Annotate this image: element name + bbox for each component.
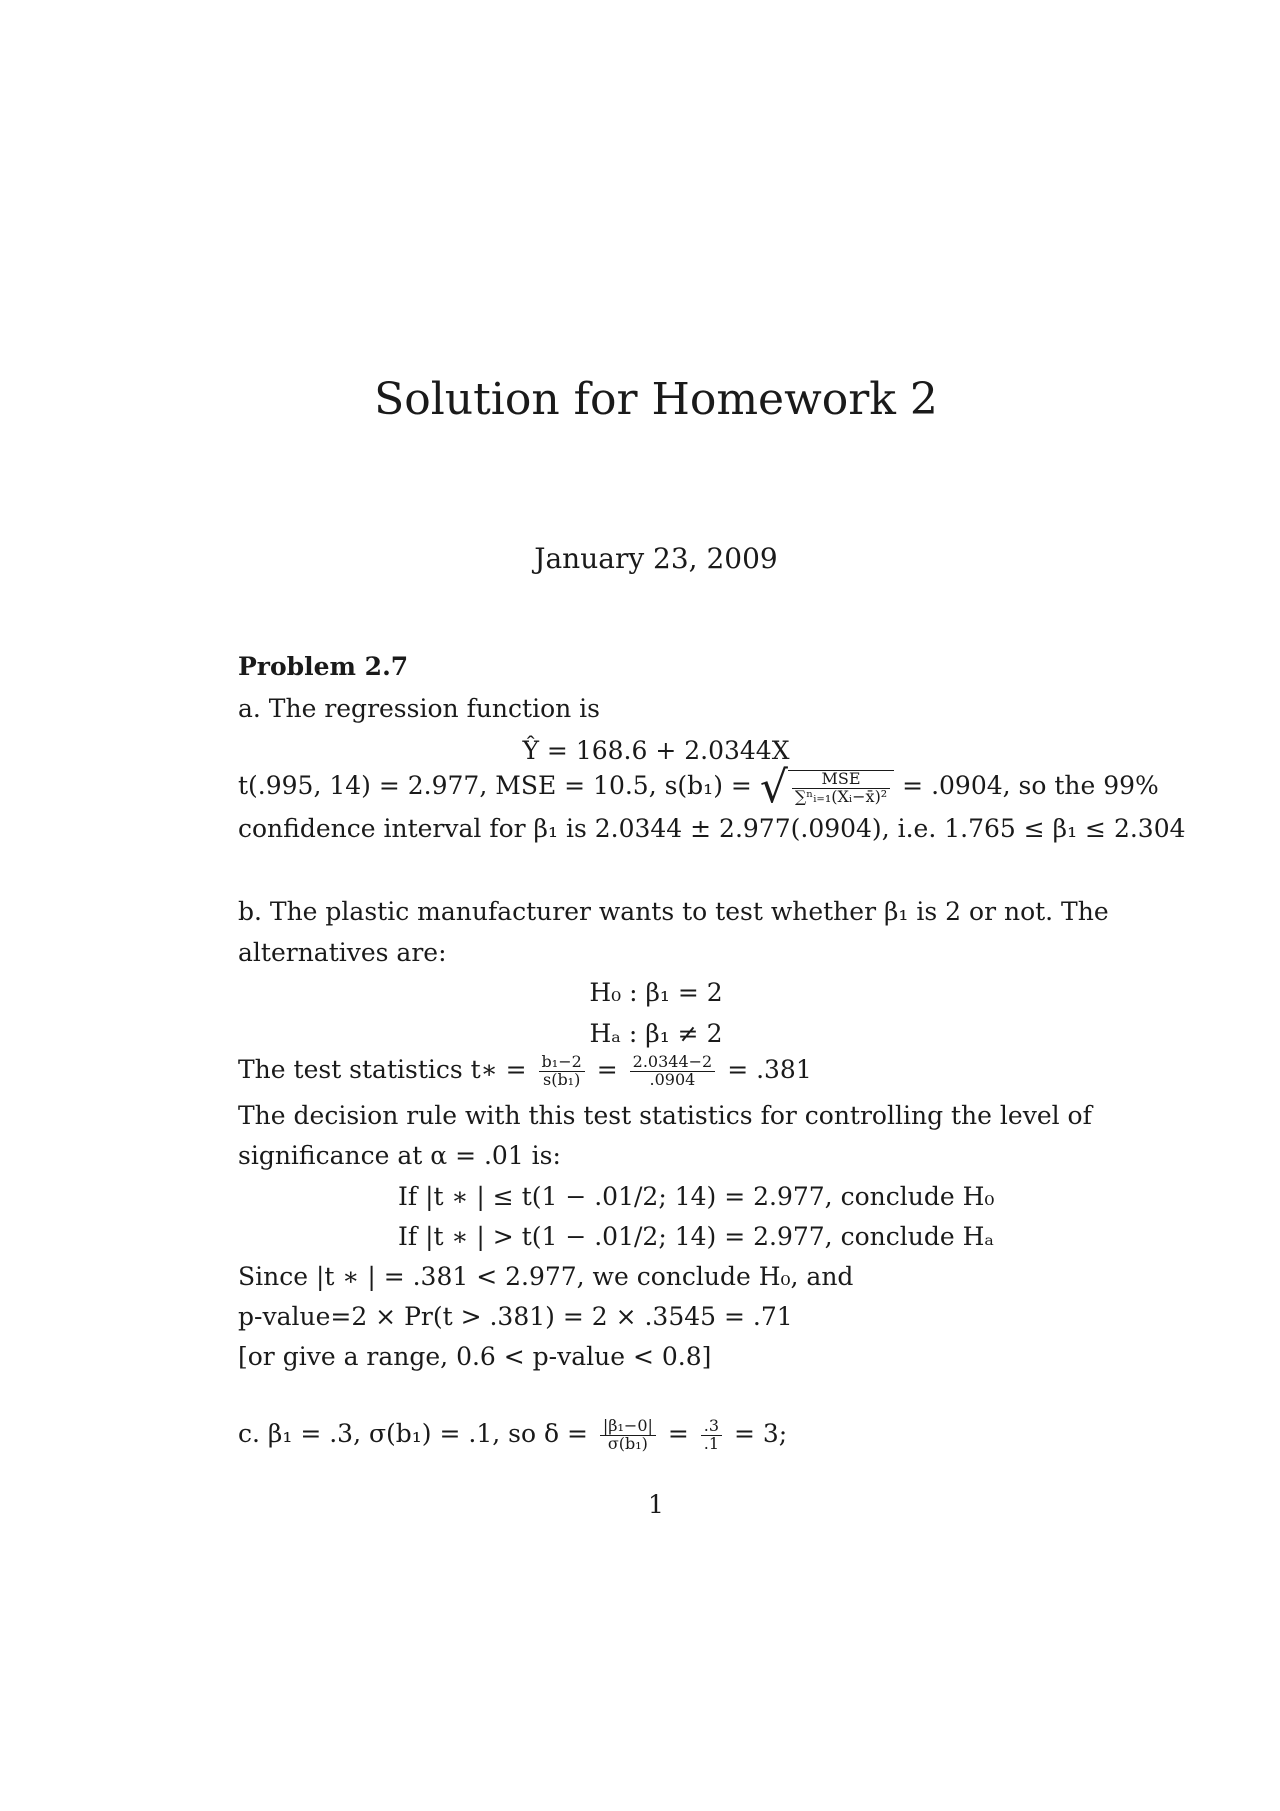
fraction-2-denominator: .0904: [649, 1069, 696, 1089]
test-statistic-suffix: = .381: [727, 1054, 812, 1084]
radical-sign: √: [759, 762, 788, 813]
decision-rule-line2: significance at α = .01 is:: [238, 1141, 561, 1170]
delta-fraction-1: [600, 1418, 656, 1453]
part-a-line2-prefix: t(.995, 14) = 2.977, MSE = 10.5, s(b₁) =: [238, 771, 752, 800]
mse-fraction: [792, 768, 890, 806]
delta-fraction-2-numerator: .3: [701, 1418, 722, 1436]
null-hypothesis: H₀ : β₁ = 2: [589, 978, 723, 1007]
test-statistic-fraction-2: [630, 1054, 716, 1089]
fraction-1-denominator: s(b₁): [542, 1069, 581, 1089]
document-title: Solution for Homework 2: [374, 374, 938, 425]
delta-fraction-1-numerator: |β₁−0|: [600, 1418, 656, 1436]
part-c-suffix: = 3;: [733, 1418, 788, 1448]
document-date: January 23, 2009: [534, 542, 778, 575]
equals-sign: =: [596, 1054, 618, 1084]
delta-fraction-2-denominator: .1: [703, 1433, 720, 1453]
decision-rule-1: If |t ∗ | ≤ t(1 − .01/2; 14) = 2.977, conclude H₀: [398, 1182, 995, 1211]
part-a-line2: [238, 762, 1159, 813]
mse-fraction-numerator: MSE: [792, 771, 890, 789]
test-statistic-fraction-1: [539, 1054, 585, 1089]
conclusion-line: Since |t ∗ | = .381 < 2.977, we conclude H₀, and: [238, 1262, 854, 1291]
alternative-hypothesis: Hₐ : β₁ ≠ 2: [589, 1019, 723, 1048]
part-b-line2: alternatives are:: [238, 938, 447, 967]
confidence-interval-line: confidence interval for β₁ is 2.0344 ± 2.977(.0904), i.e. 1.765 ≤ β₁ ≤ 2.304: [238, 814, 1186, 843]
part-a-intro: a. The regression function is: [238, 694, 600, 723]
part-c-equals-sign: =: [667, 1418, 689, 1448]
delta-fraction-1-denominator: σ(b₁): [607, 1433, 648, 1453]
regression-equation: Ŷ = 168.6 + 2.0344X: [522, 736, 790, 765]
part-c-line: [238, 1418, 787, 1453]
decision-rule-2: If |t ∗ | > t(1 − .01/2; 14) = 2.977, conclude Hₐ: [398, 1222, 995, 1251]
delta-fraction-2: [701, 1418, 722, 1453]
p-value-range-line: [or give a range, 0.6 < p-value < 0.8]: [238, 1342, 712, 1371]
page-number: 1: [648, 1490, 664, 1519]
fraction-2-numerator: 2.0344−2: [630, 1054, 716, 1072]
decision-rule-line1: The decision rule with this test statistics for controlling the level of: [238, 1101, 1092, 1130]
mse-fraction-denominator: ∑ⁿᵢ₌₁(Xᵢ−x̄)²: [794, 786, 888, 806]
part-b-line1: b. The plastic manufacturer wants to test whether β₁ is 2 or not. The: [238, 897, 1109, 926]
problem-heading: Problem 2.7: [238, 652, 409, 681]
part-c-prefix: c. β₁ = .3, σ(b₁) = .1, so δ =: [238, 1418, 588, 1448]
test-statistic-prefix: The test statistics t∗ =: [238, 1054, 527, 1084]
p-value-line: p-value=2 × Pr(t > .381) = 2 × .3545 = .71: [238, 1302, 793, 1331]
test-statistic-line: [238, 1054, 812, 1089]
sqrt-expression: [760, 762, 894, 813]
fraction-1-numerator: b₁−2: [539, 1054, 585, 1072]
part-a-line2-suffix: = .0904, so the 99%: [902, 771, 1159, 800]
